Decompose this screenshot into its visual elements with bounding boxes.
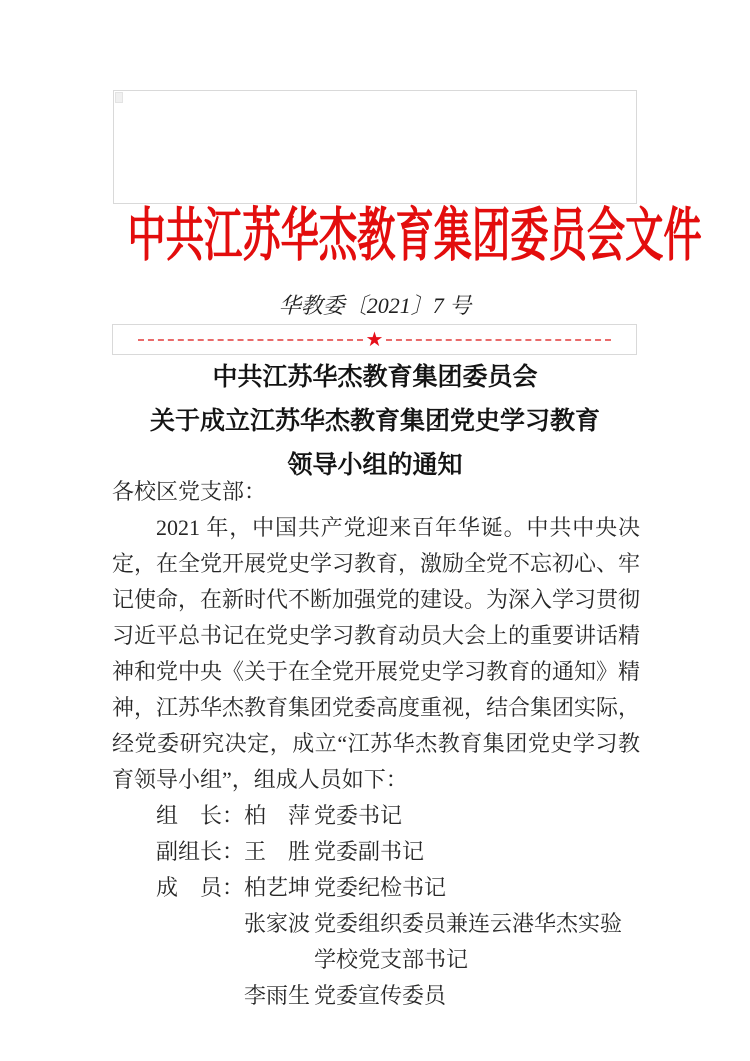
role-label xyxy=(156,942,244,978)
roster-row xyxy=(156,942,640,978)
member-name: 柏艺坤 xyxy=(244,875,311,900)
salutation: 各校区党支部： xyxy=(112,479,267,504)
member-title: 党委纪检书记 xyxy=(314,875,447,900)
member-name xyxy=(244,942,314,978)
role-label: 组 长： xyxy=(156,803,245,828)
member-title: 党委副书记 xyxy=(314,839,425,864)
body-paragraph: 2021 年，中国共产党迎来百年华诞。中共中央决定，在全党开展党史学习教育，激励全党不忘初心、牢记使命，在新时代不断加强党的建设。为深入学习贯彻习近平总书记在党史学习教育动员大会上的重要讲话精神和党中央《关于在全党开展党史学习教育的通知》精神，江苏华杰教育集团党委高度重视，结合集团实际，经党委研究决定，成立“江苏华杰教育集团党史学习教育领导小组”，组成人员如下： xyxy=(112,515,641,792)
document-title-line-2: 关于成立江苏华杰教育集团党史学习教育 xyxy=(149,408,600,435)
role-label: 副组长： xyxy=(156,839,245,864)
document-body xyxy=(112,474,640,1014)
member-title: 党委宣传委员 xyxy=(314,983,447,1008)
document-title xyxy=(0,356,750,488)
role-label xyxy=(156,906,244,942)
member-name: 王 胜 xyxy=(244,839,311,864)
role-label xyxy=(156,978,244,1014)
document-title-line-1: 中共江苏华杰教育集团委员会 xyxy=(212,364,538,391)
star-divider xyxy=(112,324,637,355)
member-title: 党委书记 xyxy=(314,803,403,828)
roster-row xyxy=(156,870,640,906)
member-name: 张家波 xyxy=(244,911,311,936)
roster-row xyxy=(156,978,640,1014)
document-title-line-3: 领导小组的通知 xyxy=(287,452,463,479)
red-dashed-line-left xyxy=(138,339,363,341)
image-placeholder-frame xyxy=(113,90,637,204)
red-dashed-line-right xyxy=(386,339,611,341)
member-name: 柏 萍 xyxy=(244,803,311,828)
masthead-org-title: 中共江苏华杰教育集团委员会文件 xyxy=(127,203,702,268)
member-title: 党委组织委员兼连云港华杰实验 xyxy=(314,911,623,936)
member-title: 学校党支部书记 xyxy=(314,947,469,972)
star-icon: ★ xyxy=(365,328,384,351)
role-label: 成 员： xyxy=(156,875,245,900)
document-number: 华教委〔2021〕7 号 xyxy=(278,293,472,318)
leadership-roster xyxy=(112,798,640,1014)
member-name: 李雨生 xyxy=(244,983,311,1008)
roster-row xyxy=(156,798,640,834)
broken-image-mark xyxy=(115,92,123,103)
roster-row xyxy=(156,834,640,870)
roster-row xyxy=(156,906,640,942)
